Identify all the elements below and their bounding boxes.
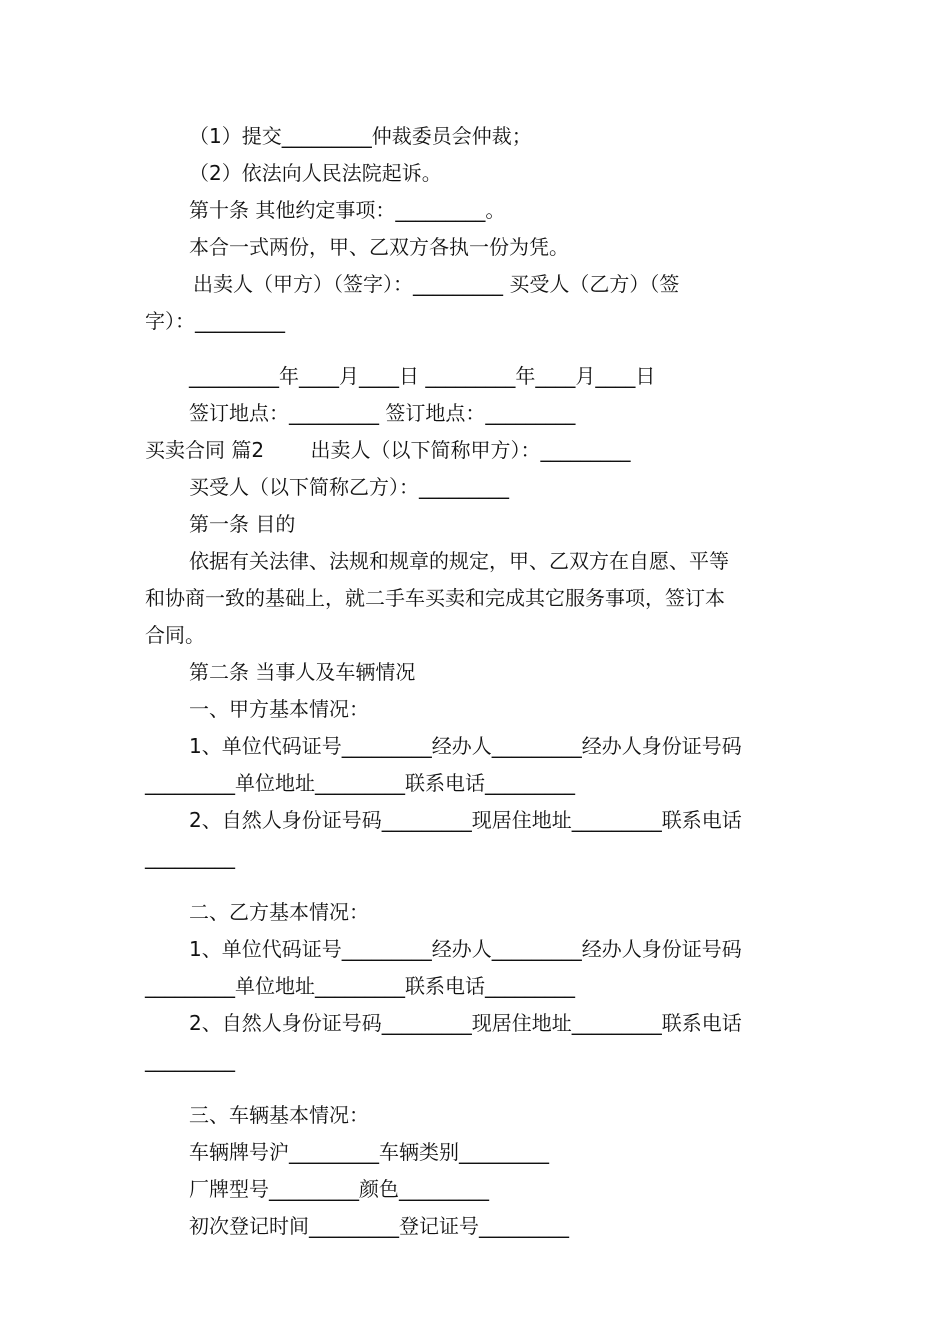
text-line: 二、乙方基本情况： [189, 900, 369, 924]
text-line: 出卖人（甲方）（签字）：_________ 买受人（乙方）（签 [193, 272, 680, 296]
text-line: 第十条 其他约定事项：_________。 [189, 198, 506, 222]
text-line: _________单位地址_________联系电话_________ [145, 771, 575, 795]
text-line: 和协商一致的基础上，就二手车买卖和完成其它服务事项，签订本 [145, 586, 725, 610]
text-line: 买卖合同 篇2 出卖人（以下简称甲方）：_________ [145, 438, 631, 462]
text-line: 字）：_________ [145, 309, 285, 333]
text-line: 一、甲方基本情况： [189, 697, 369, 721]
text-line: 第二条 当事人及车辆情况 [189, 660, 416, 684]
document-body [145, 118, 810, 1245]
text-line: 合同。 [145, 623, 205, 647]
text-line: 车辆牌号沪_________车辆类别_________ [189, 1140, 549, 1164]
text-line: 2、自然人身份证号码_________现居住地址_________联系电话 [189, 1011, 742, 1035]
text-line: 买受人（以下简称乙方）：_________ [189, 475, 509, 499]
text-line: 依据有关法律、法规和规章的规定，甲、乙双方在自愿、平等 [189, 549, 729, 573]
text-line: 签订地点：_________ 签订地点：_________ [189, 401, 576, 425]
text-line: _________ [145, 845, 235, 869]
text-line: 本合一式两份，甲、乙双方各执一份为凭。 [189, 235, 569, 259]
text-line: 厂牌型号_________颜色_________ [189, 1177, 489, 1201]
text-line: 2、自然人身份证号码_________现居住地址_________联系电话 [189, 808, 742, 832]
text-line: 三、车辆基本情况： [189, 1103, 369, 1127]
text-line: 1、单位代码证号_________经办人_________经办人身份证号码 [189, 734, 742, 758]
text-line: （2）依法向人民法院起诉。 [189, 161, 442, 185]
text-line: （1）提交_________仲裁委员会仲裁； [189, 124, 532, 148]
text-line: 第一条 目的 [189, 512, 296, 536]
text-line: _________年____月____日 _________年____月____日 [189, 364, 656, 388]
text-line: 初次登记时间_________登记证号_________ [189, 1214, 569, 1238]
text-line: _________ [145, 1048, 235, 1072]
text-line: 1、单位代码证号_________经办人_________经办人身份证号码 [189, 937, 742, 961]
text-line: _________单位地址_________联系电话_________ [145, 974, 575, 998]
